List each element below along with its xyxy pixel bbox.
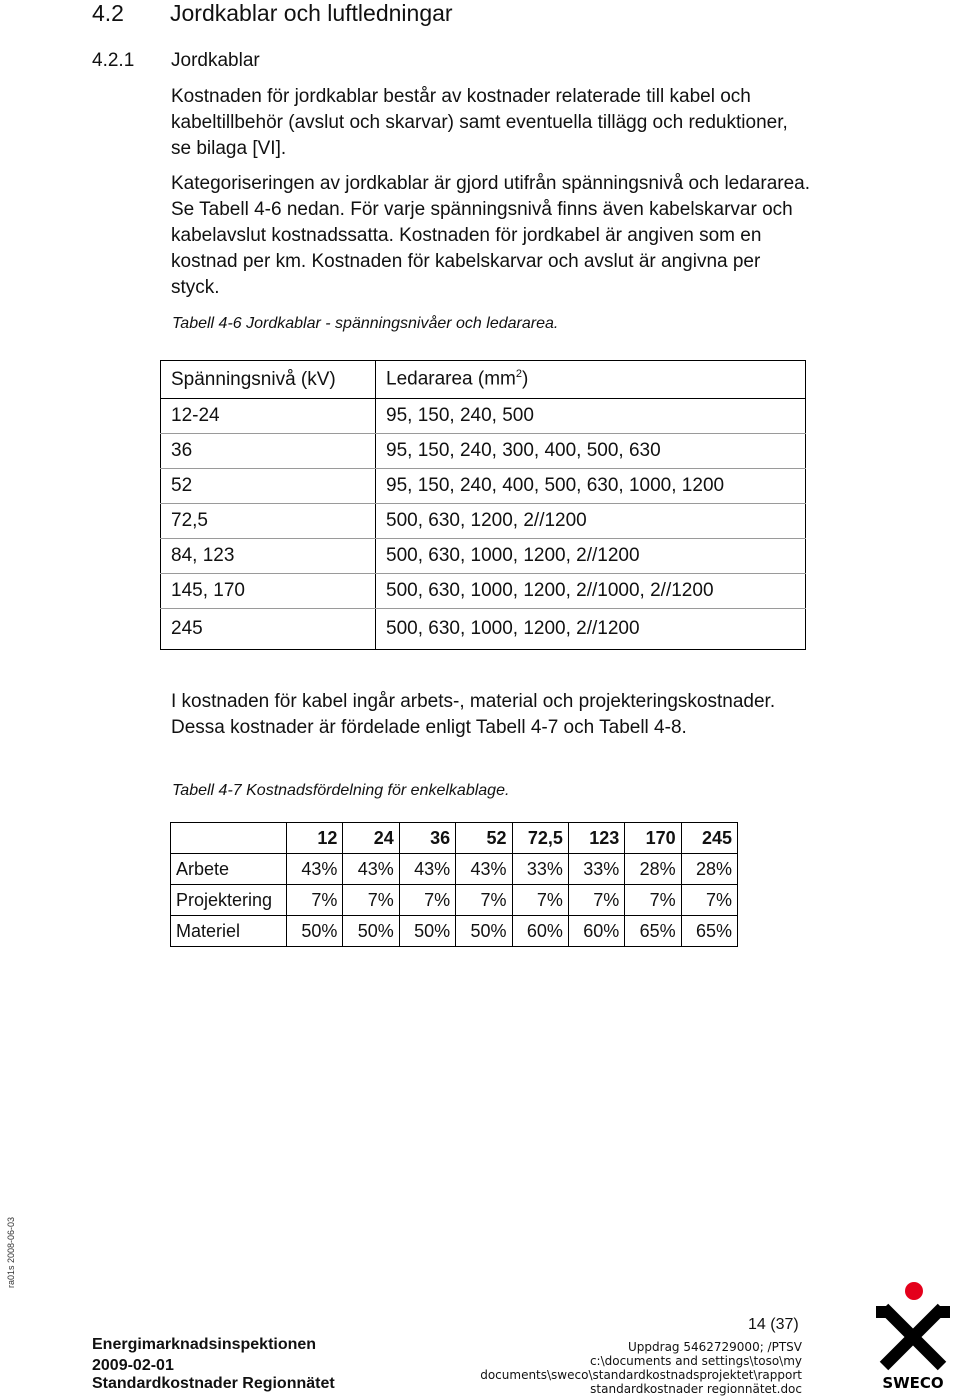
table47-cell: 43% — [399, 854, 455, 885]
table-row — [161, 469, 806, 504]
table47-cell: 43% — [343, 854, 399, 885]
table-row — [161, 434, 806, 469]
table46-area-cell: 500, 630, 1000, 1200, 2//1200 — [376, 609, 806, 650]
table47-cell: 7% — [287, 885, 343, 916]
paragraph-categorization: Kategoriseringen av jordkablar är gjord utifrån spänningsnivå och ledararea. Se Tabell 4-6 nedan. För varje spänningsnivå finns även kabelskarvar och kabelavslut kostnadssatta. Kostnaden för jordkabel är angiven som en kostnad per km. Kostnaden för kabelskarvar och avslut är angivna per styck. — [171, 173, 810, 298]
logo-dot — [905, 1282, 923, 1300]
table47-corner-cell — [171, 823, 287, 854]
table47-col-header: 24 — [343, 823, 399, 854]
side-revision-text: ra01s 2008-06-03 — [6, 1216, 16, 1288]
table-row — [161, 504, 806, 539]
table46-area-cell: 95, 150, 240, 500 — [376, 399, 806, 434]
table47-cell: 43% — [287, 854, 343, 885]
table46-area-cell: 95, 150, 240, 300, 400, 500, 630 — [376, 434, 806, 469]
table47-cell: 33% — [512, 854, 568, 885]
table-row — [161, 399, 806, 434]
table46-caption: Tabell 4-6 Jordkablar - spänningsnivåer och ledararea. — [172, 315, 559, 332]
table46-level-cell: 145, 170 — [161, 574, 376, 609]
table47-header-row — [171, 823, 738, 854]
subsection-number: 4.2.1 — [92, 50, 135, 71]
table46-level-cell: 12-24 — [161, 399, 376, 434]
table47-cell: 65% — [625, 916, 681, 947]
table47-col-header: 72,5 — [512, 823, 568, 854]
table46-header-area: Ledararea $(mm^2)$ — [376, 361, 806, 399]
table46-area-cell: 500, 630, 1000, 1200, 2//1000, 2//1200 — [376, 574, 806, 609]
table46-header-row — [161, 361, 806, 399]
table-row — [171, 885, 738, 916]
table46-header-level: Spänningsnivå (kV) — [161, 361, 376, 399]
table-row — [161, 539, 806, 574]
table46-area-cell: 500, 630, 1200, 2//1200 — [376, 504, 806, 539]
table-row — [161, 574, 806, 609]
table46-level-cell: 245 — [161, 609, 376, 650]
subsection-title: Jordkablar — [171, 50, 260, 71]
section-title: Jordkablar och luftledningar — [170, 0, 453, 26]
table46 — [160, 360, 806, 650]
table47-cell: 7% — [456, 885, 512, 916]
table46-level-cell: 36 — [161, 434, 376, 469]
table47-col-header: 52 — [456, 823, 512, 854]
table47-cell: 7% — [625, 885, 681, 916]
table47-col-header: 12 — [287, 823, 343, 854]
table47-cell: 43% — [456, 854, 512, 885]
table46-level-cell: 84, 123 — [161, 539, 376, 574]
table47-cell: 7% — [343, 885, 399, 916]
table47-col-header: 123 — [568, 823, 624, 854]
table47-row-label: Materiel — [171, 916, 287, 947]
footer-path-line1: c:\documents and settings\toso\my — [589, 1354, 802, 1368]
table46-area-cell: 500, 630, 1000, 1200, 2//1200 — [376, 539, 806, 574]
table47-cell: 50% — [456, 916, 512, 947]
table46-level-cell: 72,5 — [161, 504, 376, 539]
footer-path-line2: documents\sweco\standardkostnadsprojektet\rapport — [480, 1368, 802, 1382]
table47-cell: 65% — [681, 916, 737, 947]
table46-level-cell: 52 — [161, 469, 376, 504]
table-row — [171, 916, 738, 947]
table47-col-header: 245 — [681, 823, 737, 854]
table47-row-label: Projektering — [171, 885, 287, 916]
table47-cell: 50% — [399, 916, 455, 947]
table-row — [161, 609, 806, 650]
table47-cell: 50% — [287, 916, 343, 947]
subsection-heading — [92, 50, 260, 72]
footer-assignment: Uppdrag 5462729000; /PTSV — [628, 1340, 802, 1354]
table46-area-cell: 95, 150, 240, 400, 500, 630, 1000, 1200 — [376, 469, 806, 504]
page-number: 14 (37) — [748, 1316, 799, 1333]
paragraph-intro: Kostnaden för jordkablar består av kostnader relaterade till kabel och kabeltillbehör (avslut och skarvar) samt eventuella tillägg och reduktioner, se bilaga [VI]. — [171, 86, 788, 159]
section-number: 4.2 — [92, 0, 124, 26]
logo-text: SWECO — [882, 1374, 944, 1392]
footer-date: 2009-02-01 — [92, 1357, 174, 1374]
table47-row-label: Arbete — [171, 854, 287, 885]
table-row — [171, 854, 738, 885]
table47-caption: Tabell 4-7 Kostnadsfördelning för enkelkablage. — [172, 782, 510, 799]
table47-cell: 50% — [343, 916, 399, 947]
table47-cell: 7% — [568, 885, 624, 916]
table47-cell: 28% — [681, 854, 737, 885]
paragraph-cost-breakdown: I kostnaden för kabel ingår arbets-, material och projekteringskostnader. Dessa kostnader är fördelade enligt Tabell 4-7 och Tabell 4-8. — [171, 691, 776, 738]
section-heading — [92, 0, 453, 26]
table47-cell: 28% — [625, 854, 681, 885]
footer-organization: Energimarknadsinspektionen — [92, 1336, 317, 1353]
table47-col-header: 170 — [625, 823, 681, 854]
table47-cell: 7% — [681, 885, 737, 916]
table47-cell: 33% — [568, 854, 624, 885]
table47-cell: 7% — [399, 885, 455, 916]
footer-document-title: Standardkostnader Regionnätet — [92, 1375, 335, 1392]
table47-col-header: 36 — [399, 823, 455, 854]
sweco-logo-icon — [870, 1280, 956, 1392]
footer-filename: standardkostnader regionnätet.doc — [590, 1382, 802, 1396]
table47-cell: 7% — [512, 885, 568, 916]
table47 — [170, 822, 738, 947]
table47-cell: 60% — [512, 916, 568, 947]
table47-cell: 60% — [568, 916, 624, 947]
